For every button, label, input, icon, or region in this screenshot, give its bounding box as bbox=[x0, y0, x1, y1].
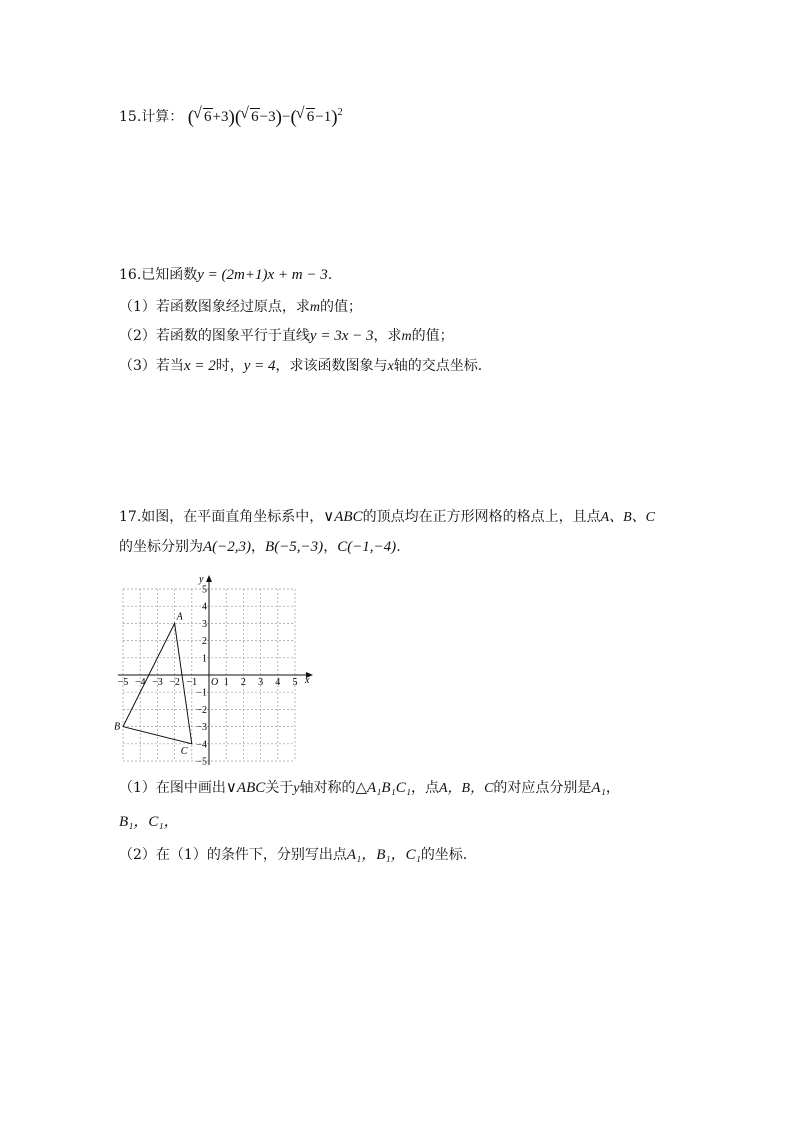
q15-line bbox=[119, 104, 343, 127]
y-tick-label: −1 bbox=[196, 687, 207, 699]
y-tick-label: −4 bbox=[196, 739, 207, 751]
q17-stem-line2: 的坐标分别为A(−2,3)，B(−5,−3)，C(−1,−4). bbox=[119, 539, 401, 555]
q15-exponent: 2 bbox=[337, 107, 343, 118]
x-tick-label: 2 bbox=[240, 677, 246, 688]
q16-function: y = (2m+1)x + m − 3 bbox=[197, 267, 328, 283]
q17-part2: （2）在（1）的条件下，分别写出点A₁，B₁，C₁的坐标. bbox=[119, 847, 468, 863]
sqrt-symbol: √ 6 bbox=[241, 108, 260, 126]
x-tick-label: −1 bbox=[186, 677, 198, 688]
sqrt-symbol: √ 6 bbox=[297, 108, 316, 126]
q15-prefix: 15.计算： bbox=[119, 109, 184, 125]
y-tick-label: 5 bbox=[202, 584, 207, 596]
y-tick-label: −5 bbox=[196, 756, 207, 768]
y-tick-label: −2 bbox=[196, 704, 207, 716]
x-tick-label: 1 bbox=[223, 677, 229, 688]
axes bbox=[118, 575, 313, 765]
vertex-label-a: A bbox=[176, 611, 183, 623]
coordinate-grid-figure bbox=[112, 568, 327, 768]
x-tick-label: 5 bbox=[292, 677, 298, 688]
x-axis-label: x bbox=[305, 675, 310, 686]
x-tick-label: 4 bbox=[275, 677, 281, 688]
q15-expression: (√ 6+3)(√ 6−3)−(√ 6−1)$^2$ bbox=[188, 109, 343, 125]
q16-part2: （2）若函数的图象平行于直线y = 3x − 3，求m的值； bbox=[119, 328, 454, 344]
x-tick-label: −4 bbox=[134, 677, 146, 688]
y-tick-label: 2 bbox=[202, 636, 207, 648]
origin-label: O bbox=[211, 677, 219, 688]
q17-stem-line1: 17.如图，在平面直角坐标系中，∨ABC的顶点均在正方形网格的格点上，且点A、B、C bbox=[119, 509, 656, 525]
y-tick-label: 3 bbox=[202, 618, 207, 630]
x-tick-label: 3 bbox=[258, 677, 264, 688]
q16-stem: 16.已知函数y = (2m+1)x + m − 3. bbox=[119, 267, 333, 283]
x-tick-label: −5 bbox=[117, 677, 129, 688]
y-tick-label: −3 bbox=[196, 722, 207, 734]
vertex-label-b: B bbox=[114, 721, 121, 733]
y-tick-label: 4 bbox=[202, 601, 207, 613]
x-tick-label: −2 bbox=[169, 677, 180, 688]
y-axis-label: y bbox=[199, 574, 204, 585]
q17-part1-line1: （1）在图中画出∨ABC关于y轴对称的△A₁B₁C₁，点A，B，C的对应点分别是A₁， bbox=[119, 780, 620, 796]
q16-part1: （1）若函数图象经过原点，求m的值； bbox=[119, 299, 363, 315]
vertex-label-c: C bbox=[180, 745, 188, 757]
y-axis-arrow bbox=[206, 575, 212, 582]
sqrt-symbol: √ 6 bbox=[194, 108, 213, 126]
y-tick-label: 1 bbox=[202, 653, 207, 665]
x-tick-label: −3 bbox=[152, 677, 163, 688]
q16-part3: （3）若当x = 2时，y = 4，求该函数图象与x轴的交点坐标. bbox=[119, 358, 483, 374]
tick-labels bbox=[118, 585, 298, 768]
q17-part1-line2: B₁，C₁， bbox=[119, 814, 179, 830]
